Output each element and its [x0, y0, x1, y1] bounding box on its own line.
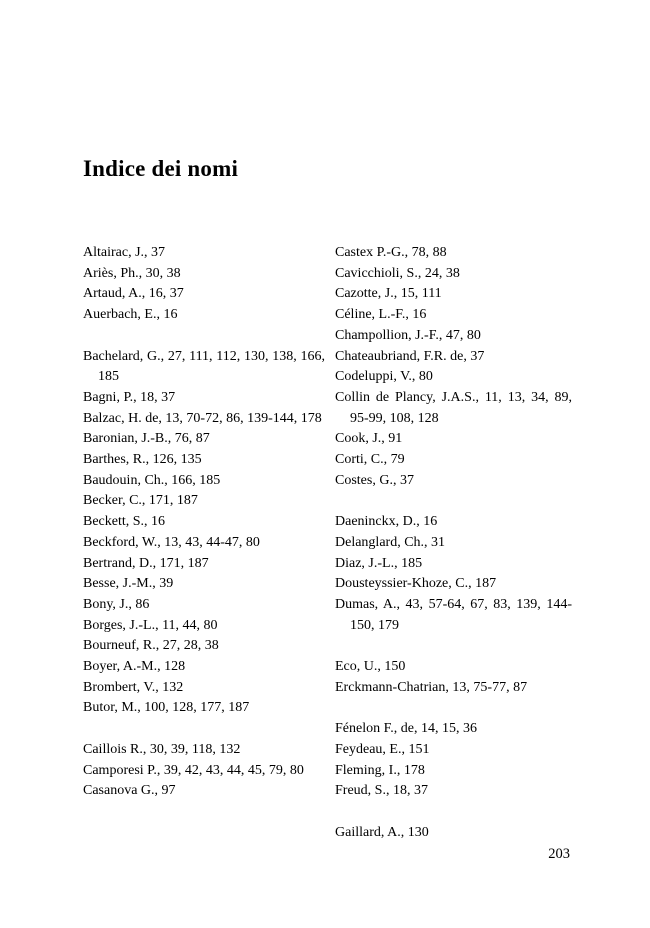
- index-entry: Daeninckx, D., 16: [335, 514, 438, 530]
- index-entry: Fénelon F., de, 14, 15, 36: [335, 721, 477, 737]
- index-entry: Ariès, Ph., 30, 38: [83, 265, 181, 281]
- index-entry: Bertrand, D., 171, 187: [83, 555, 209, 571]
- index-entry: Fleming, I., 178: [335, 762, 425, 778]
- index-entry: Cavicchioli, S., 24, 38: [335, 265, 460, 281]
- index-entry: Eco, U., 150: [335, 659, 406, 675]
- index-group: [83, 740, 325, 802]
- index-entry: Caillois R., 30, 39, 118, 132: [83, 741, 241, 757]
- index-entry: Camporesi P., 39, 42, 43, 44, 45, 79, 80: [83, 762, 304, 778]
- index-entry: Altairac, J., 37: [83, 245, 166, 260]
- index-entry: Auerbach, E., 16: [83, 307, 178, 323]
- index-entry: Baudouin, Ch., 166, 185: [83, 472, 221, 488]
- index-entry: Artaud, A., 16, 37: [83, 286, 184, 302]
- index-entry: Collin de Plancy, J.A.S., 11, 13, 34, 89, 95-99, 108, 128: [335, 389, 572, 426]
- index-entry: Freud, S., 18, 37: [335, 783, 428, 799]
- index-entry: Casanova G., 97: [83, 783, 176, 799]
- index-columns: [83, 243, 572, 843]
- index-entry: Codeluppi, V., 80: [335, 369, 433, 385]
- index-entry: Costes, G., 37: [335, 472, 414, 488]
- index-entry: Butor, M., 100, 128, 177, 187: [83, 700, 250, 716]
- index-entry: Bourneuf, R., 27, 28, 38: [83, 638, 219, 654]
- index-entry: Balzac, H. de, 13, 70-72, 86, 139-144, 178: [83, 410, 322, 426]
- index-group: [335, 243, 572, 491]
- index-entry: Beckett, S., 16: [83, 514, 166, 530]
- index-entry: Bony, J., 86: [83, 596, 150, 612]
- index-entry: Corti, C., 79: [335, 452, 405, 468]
- index-column-right: [335, 243, 572, 843]
- index-entry: Baronian, J.-B., 76, 87: [83, 431, 210, 447]
- index-group: [335, 512, 572, 636]
- index-entry: Cook, J., 91: [335, 431, 403, 447]
- index-entry: Céline, L.-F., 16: [335, 307, 427, 323]
- page-title: Indice dei nomi: [83, 156, 239, 182]
- index-entry: Bagni, P., 18, 37: [83, 389, 176, 405]
- index-entry: Delanglard, Ch., 31: [335, 534, 446, 550]
- index-entry: Cazotte, J., 15, 111: [335, 286, 442, 302]
- index-entry: Erckmann-Chatrian, 13, 75-77, 87: [335, 679, 528, 695]
- index-column-left: [83, 243, 325, 802]
- index-entry: Champollion, J.-F., 47, 80: [335, 327, 481, 343]
- index-entry: Castex P.-G., 78, 88: [335, 245, 447, 260]
- index-group: [335, 823, 572, 844]
- page-number: 203: [548, 846, 570, 862]
- index-entry: Dousteyssier-Khoze, C., 187: [335, 576, 497, 592]
- index-entry: Besse, J.-M., 39: [83, 576, 174, 592]
- index-entry: Dumas, A., 43, 57-64, 67, 83, 139, 144-150, 179: [335, 596, 572, 633]
- index-entry: Diaz, J.-L., 185: [335, 555, 423, 571]
- index-group: [335, 719, 572, 802]
- index-entry: Beckford, W., 13, 43, 44-47, 80: [83, 534, 260, 550]
- index-entry: Borges, J.-L., 11, 44, 80: [83, 617, 218, 633]
- index-entry: Boyer, A.-M., 128: [83, 659, 186, 675]
- index-entry: Gaillard, A., 130: [335, 824, 429, 840]
- index-entry: Brombert, V., 132: [83, 679, 184, 695]
- index-group: [335, 657, 572, 698]
- index-entry: Bachelard, G., 27, 111, 112, 130, 138, 166, 185: [83, 348, 325, 385]
- index-entry: Feydeau, E., 151: [335, 741, 430, 757]
- index-group: [83, 347, 325, 720]
- index-entry: Barthes, R., 126, 135: [83, 452, 202, 468]
- index-entry: Becker, C., 171, 187: [83, 493, 198, 509]
- index-entry: Chateaubriand, F.R. de, 37: [335, 348, 485, 364]
- index-group: [83, 243, 325, 326]
